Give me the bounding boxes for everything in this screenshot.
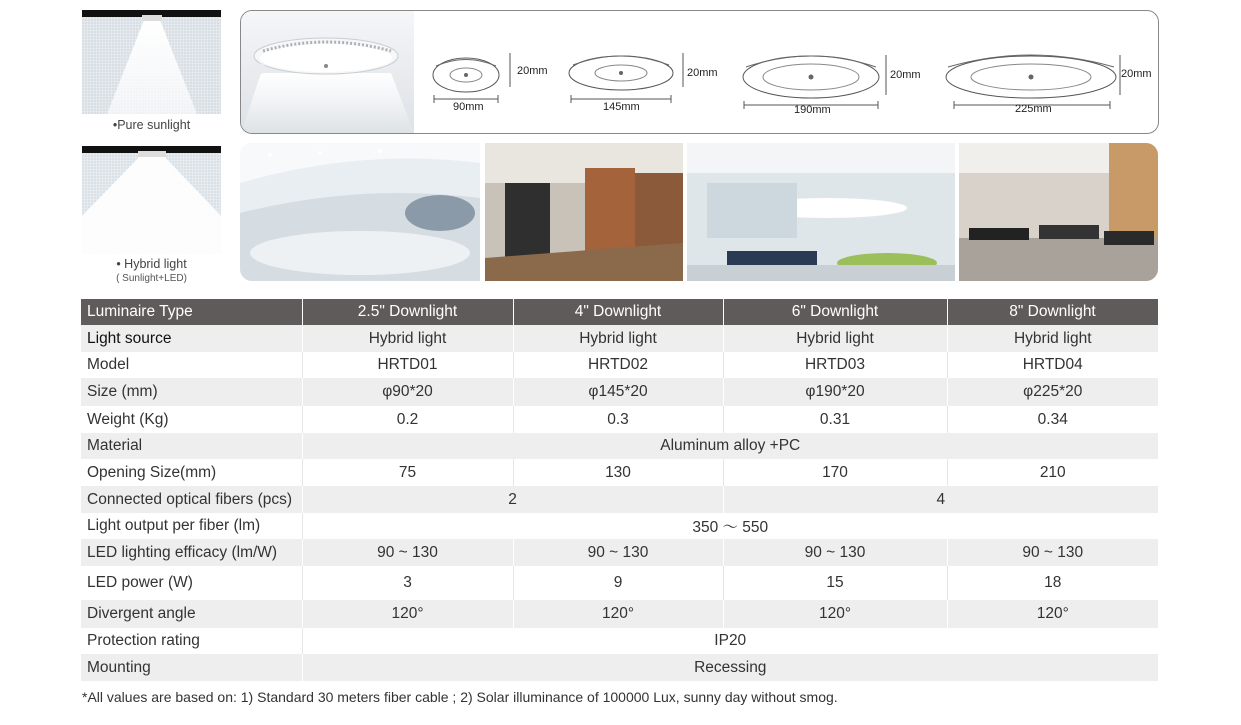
application-photos (240, 143, 1158, 281)
cell: HRTD02 (513, 352, 723, 378)
photo-gym (959, 143, 1158, 281)
cell: φ145*20 (513, 378, 723, 406)
cell: 90 ~ 130 (302, 539, 513, 566)
pure-sunlight-caption: •Pure sunlight (112, 118, 191, 132)
cell: 90 ~ 130 (947, 539, 1158, 566)
size-190-diameter: 190mm (794, 104, 831, 116)
table-row (81, 325, 1158, 352)
cell: 120° (302, 600, 513, 628)
cell: 350 ～ 550 (302, 513, 1158, 539)
photo-wood-hallway (485, 143, 683, 281)
table-row (81, 459, 1158, 486)
table-row (81, 600, 1158, 628)
cell: 9 (513, 566, 723, 600)
table-row (81, 566, 1158, 600)
header-2-5-downlight: 2.5" Downlight (302, 299, 513, 325)
row-label: Mounting (81, 654, 302, 681)
table-row (81, 378, 1158, 406)
table-row (81, 433, 1158, 459)
header-4-downlight: 4" Downlight (513, 299, 723, 325)
row-label: LED power (W) (81, 566, 302, 600)
cell: 90 ~ 130 (513, 539, 723, 566)
cell: Recessing (302, 654, 1158, 681)
cell: HRTD03 (723, 352, 947, 378)
size-225-diameter: 225mm (1015, 103, 1052, 115)
row-label: Weight (Kg) (81, 406, 302, 433)
size-145-diameter: 145mm (603, 101, 640, 113)
table-row (81, 654, 1158, 681)
table-row (81, 539, 1158, 566)
hybrid-light-beam-image (82, 146, 221, 254)
table-header-row (81, 299, 1158, 325)
size-225-height: 20mm (1121, 68, 1152, 80)
cell: HRTD01 (302, 352, 513, 378)
table-row (81, 486, 1158, 513)
cell: HRTD04 (947, 352, 1158, 378)
hybrid-light-caption: • Hybrid light ( Sunlight+LED) (116, 257, 187, 284)
spec-table (81, 299, 1159, 681)
cell: 0.2 (302, 406, 513, 433)
cell: 120° (513, 600, 723, 628)
cell: Hybrid light (513, 325, 723, 352)
row-label: Protection rating (81, 628, 302, 654)
size-90-diameter: 90mm (453, 101, 484, 113)
product-dimensions-panel (240, 10, 1159, 134)
row-label: Opening Size(mm) (81, 459, 302, 486)
cell: 170 (723, 459, 947, 486)
cell: Hybrid light (947, 325, 1158, 352)
cell: Aluminum alloy +PC (302, 433, 1158, 459)
size-90-height: 20mm (517, 65, 548, 77)
cell: IP20 (302, 628, 1158, 654)
row-label: Light output per fiber (lm) (81, 513, 302, 539)
cell: 210 (947, 459, 1158, 486)
cell: Hybrid light (302, 325, 513, 352)
pure-sunlight-beam-image (82, 10, 221, 114)
table-row (81, 406, 1158, 433)
downlight-hero-image (241, 11, 414, 133)
row-label: Model (81, 352, 302, 378)
table-row (81, 628, 1158, 654)
cell: Hybrid light (723, 325, 947, 352)
cell: 120° (723, 600, 947, 628)
cell: 4 (723, 486, 1158, 513)
cell: 90 ~ 130 (723, 539, 947, 566)
table-row (81, 513, 1158, 539)
cell: 75 (302, 459, 513, 486)
row-label: Size (mm) (81, 378, 302, 406)
row-label: Connected optical fibers (pcs) (81, 486, 302, 513)
header-8-downlight: 8" Downlight (947, 299, 1158, 325)
cell: 0.31 (723, 406, 947, 433)
footnote: *All values are based on: 1) Standard 30 meters fiber cable ; 2) Solar illuminance of 100000 Lux, sunny day without smog. (82, 689, 838, 705)
cell: 15 (723, 566, 947, 600)
cell: 18 (947, 566, 1158, 600)
row-label: LED lighting efficacy (lm/W) (81, 539, 302, 566)
photo-white-corridor (240, 143, 480, 281)
row-label: Material (81, 433, 302, 459)
cell: φ190*20 (723, 378, 947, 406)
size-190-height: 20mm (890, 69, 921, 81)
cell: 130 (513, 459, 723, 486)
cell: 0.3 (513, 406, 723, 433)
row-label: Divergent angle (81, 600, 302, 628)
header-luminaire-type: Luminaire Type (81, 299, 302, 325)
table-row (81, 352, 1158, 378)
cell: 0.34 (947, 406, 1158, 433)
cell: 3 (302, 566, 513, 600)
row-label: Light source (81, 325, 302, 352)
header-6-downlight: 6" Downlight (723, 299, 947, 325)
cell: 120° (947, 600, 1158, 628)
photo-reception-lounge (687, 143, 955, 281)
cell: φ225*20 (947, 378, 1158, 406)
cell: φ90*20 (302, 378, 513, 406)
size-145-height: 20mm (687, 67, 718, 79)
cell: 2 (302, 486, 723, 513)
